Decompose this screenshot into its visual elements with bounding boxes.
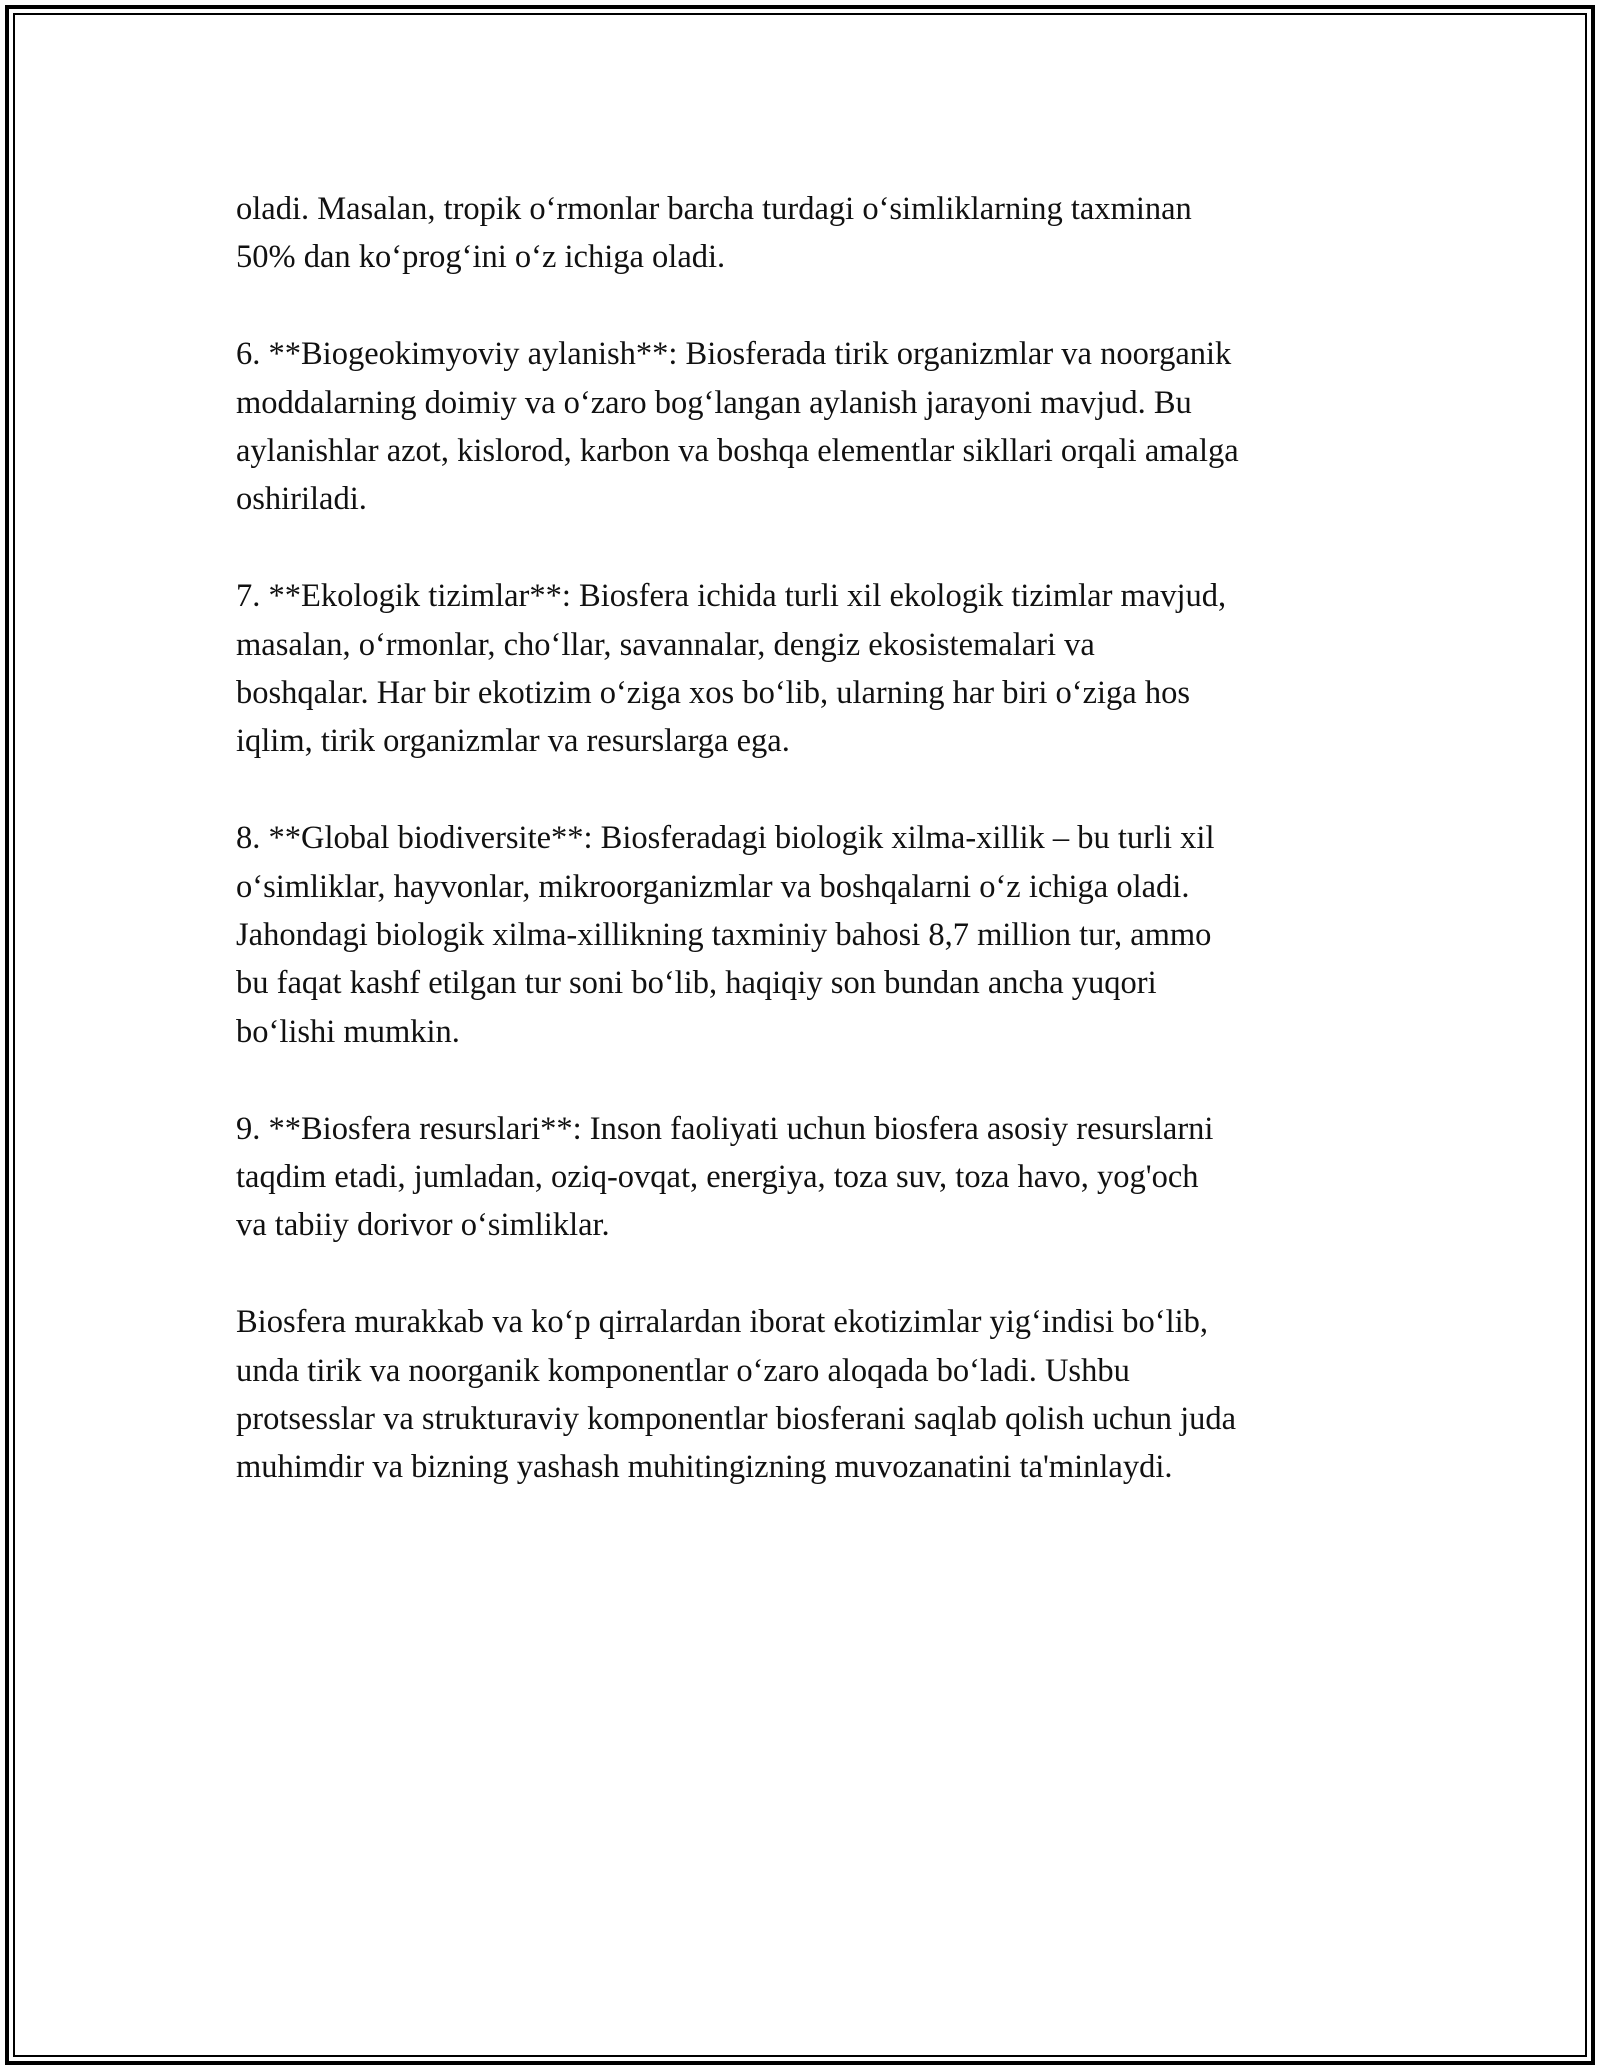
text-line: bo‘lishi mumkin. (236, 1013, 460, 1050)
text-line: aylanishlar azot, kislorod, karbon va boshqa elementlar sikllari orqali amalga (236, 433, 1239, 470)
paragraph-conclusion (236, 1298, 1376, 1492)
text-line: muhimdir va bizning yashash muhitingizning muvozanatini ta'minlaydi. (236, 1449, 1173, 1486)
paragraph-continuation (236, 185, 1376, 282)
text-line: Biosfera murakkab va ko‘p qirralardan iborat ekotizimlar yig‘indisi bo‘lib, (236, 1304, 1209, 1341)
text-line: boshqalar. Har bir ekotizim o‘ziga xos bo‘lib, ularning har biri o‘ziga hos (236, 675, 1190, 712)
document-body (236, 185, 1376, 1540)
text-line: 7. **Ekologik tizimlar**: Biosfera ichida turli xil ekologik tizimlar mavjud, (236, 578, 1227, 615)
paragraph-global-biodiversity (236, 814, 1376, 1056)
text-line: 50% dan ko‘prog‘ini o‘z ichiga oladi. (236, 239, 726, 276)
paragraph-biogeochemical-cycle (236, 330, 1376, 524)
text-line: unda tirik va noorganik komponentlar o‘zaro aloqada bo‘ladi. Ushbu (236, 1352, 1130, 1389)
text-line: masalan, o‘rmonlar, cho‘llar, savannalar, dengiz ekosistemalari va (236, 626, 1095, 663)
text-line: o‘simliklar, hayvonlar, mikroorganizmlar va boshqalarni o‘z ichiga oladi. (236, 868, 1190, 905)
paragraph-biosphere-resources (236, 1105, 1376, 1250)
text-line: protsesslar va strukturaviy komponentlar biosferani saqlab qolish uchun juda (236, 1401, 1237, 1438)
text-line: moddalarning doimiy va o‘zaro bog‘langan aylanish jarayoni mavjud. Bu (236, 384, 1192, 421)
text-line: taqdim etadi, jumladan, oziq-ovqat, energiya, toza suv, toza havo, yog'och (236, 1159, 1199, 1196)
text-line: 9. **Biosfera resurslari**: Inson faoliyati uchun biosfera asosiy resurslarni (236, 1110, 1214, 1147)
text-line: oladi. Masalan, tropik o‘rmonlar barcha turdagi o‘simliklarning taxminan (236, 191, 1192, 227)
text-line: Jahondagi biologik xilma-xillikning taxminiy bahosi 8,7 million tur, ammo (236, 917, 1212, 954)
paragraph-ecological-systems (236, 572, 1376, 766)
text-line: va tabiiy dorivor o‘simliklar. (236, 1207, 610, 1244)
text-line: bu faqat kashf etilgan tur soni bo‘lib, haqiqiy son bundan ancha yuqori (236, 965, 1157, 1002)
text-line: 6. **Biogeokimyoviy aylanish**: Biosferada tirik organizmlar va noorganik (236, 336, 1232, 373)
text-line: oshiriladi. (236, 481, 367, 518)
text-line: 8. **Global biodiversite**: Biosferadagi biologik xilma-xillik – bu turli xil (236, 820, 1215, 857)
text-line: iqlim, tirik organizmlar va resurslarga ega. (236, 723, 790, 760)
